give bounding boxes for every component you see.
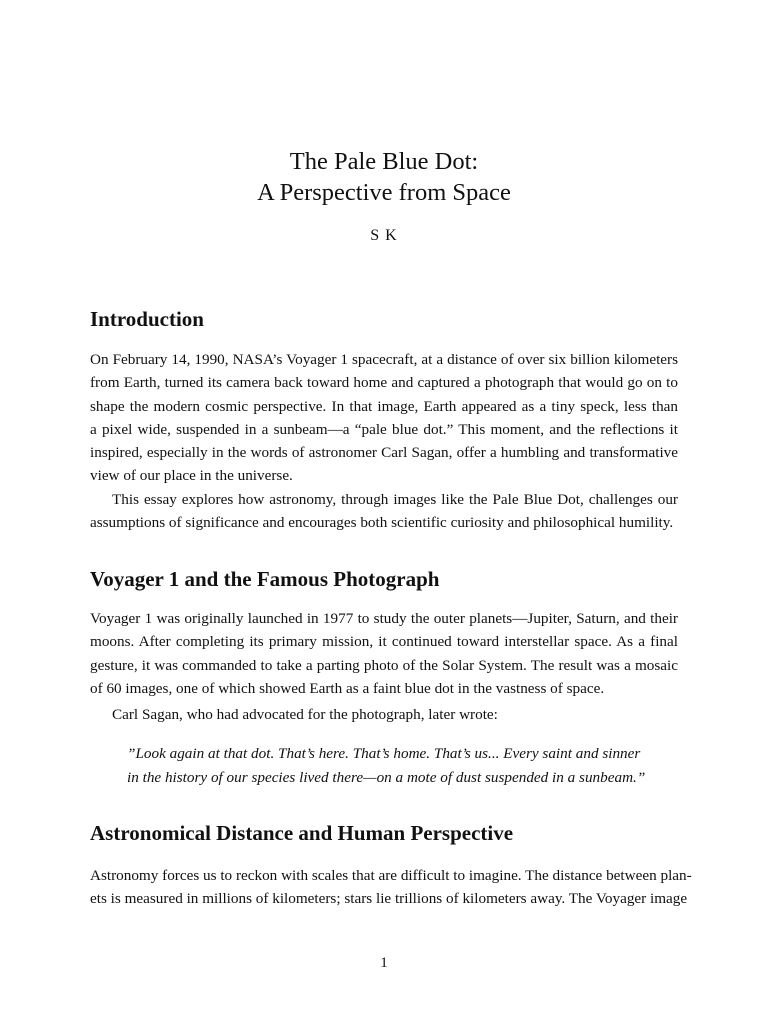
text-line: gesture, it was commanded to take a parting photo of the Solar System. The result was a mosaic [90, 656, 678, 674]
paragraph-distance-1 [90, 864, 692, 911]
quote-line: ”Look again at that dot. That’s here. That’s home. That’s us... Every saint and sinner [127, 745, 641, 762]
text-line: On February 14, 1990, NASA’s Voyager 1 spacecraft, at a distance of over six billion kilometers [90, 351, 678, 368]
section-heading-introduction: Introduction [90, 307, 204, 331]
text-line: of 60 images, one of which showed Earth as a faint blue dot in the vastness of space. [90, 679, 605, 697]
text-line: assumptions of significance and encourages both scientific curiosity and philosophical humility. [90, 514, 674, 532]
section-heading-voyager: Voyager 1 and the Famous Photograph [90, 567, 440, 591]
text-line: inspired, especially in the words of astronomer Carl Sagan, offer a humbling and transformative [90, 444, 678, 462]
text-line: Voyager 1 was originally launched in 1977 to study the outer planets—Jupiter, Saturn, and their [90, 610, 678, 627]
text-line: from Earth, turned its camera back toward home and captured a photograph that would go on to [90, 374, 678, 392]
title-line-1: The Pale Blue Dot: [289, 148, 479, 175]
text-line: a pixel wide, suspended in a sunbeam—a “pale blue dot.” This moment, and the reflections it [90, 420, 678, 438]
text-line: view of our place in the universe. [90, 467, 293, 485]
text-line: Astronomy forces us to reckon with scales that are difficult to imagine. The distance between plan- [90, 867, 692, 884]
text-line: shape the modern cosmic perspective. In that image, Earth appeared as a tiny speck, less than [90, 397, 678, 415]
page-number: 1 [380, 955, 388, 971]
quote-line: in the history of our species lived there—on a mote of dust suspended in a sunbeam.” [127, 768, 646, 786]
sagan-quote [127, 742, 647, 789]
title-line-2: A Perspective from Space [257, 179, 511, 206]
paragraph-intro-2 [90, 488, 678, 535]
section-heading-distance: Astronomical Distance and Human Perspective [90, 821, 514, 845]
author: S K [370, 227, 398, 244]
text-line: ets is measured in millions of kilometers; stars lie trillions of kilometers away. The Voyager image [90, 890, 688, 908]
paragraph-intro-1 [90, 348, 678, 488]
paragraph-voyager-1 [90, 607, 678, 700]
title-block [0, 146, 768, 246]
text-line: This essay explores how astronomy, through images like the Pale Blue Dot, challenges our [112, 491, 678, 508]
text-line: moons. After completing its primary mission, it continued toward interstellar space. As a final [90, 633, 678, 651]
paragraph-voyager-2 [90, 703, 678, 726]
text-line: Carl Sagan, who had advocated for the photograph, later wrote: [112, 706, 498, 723]
